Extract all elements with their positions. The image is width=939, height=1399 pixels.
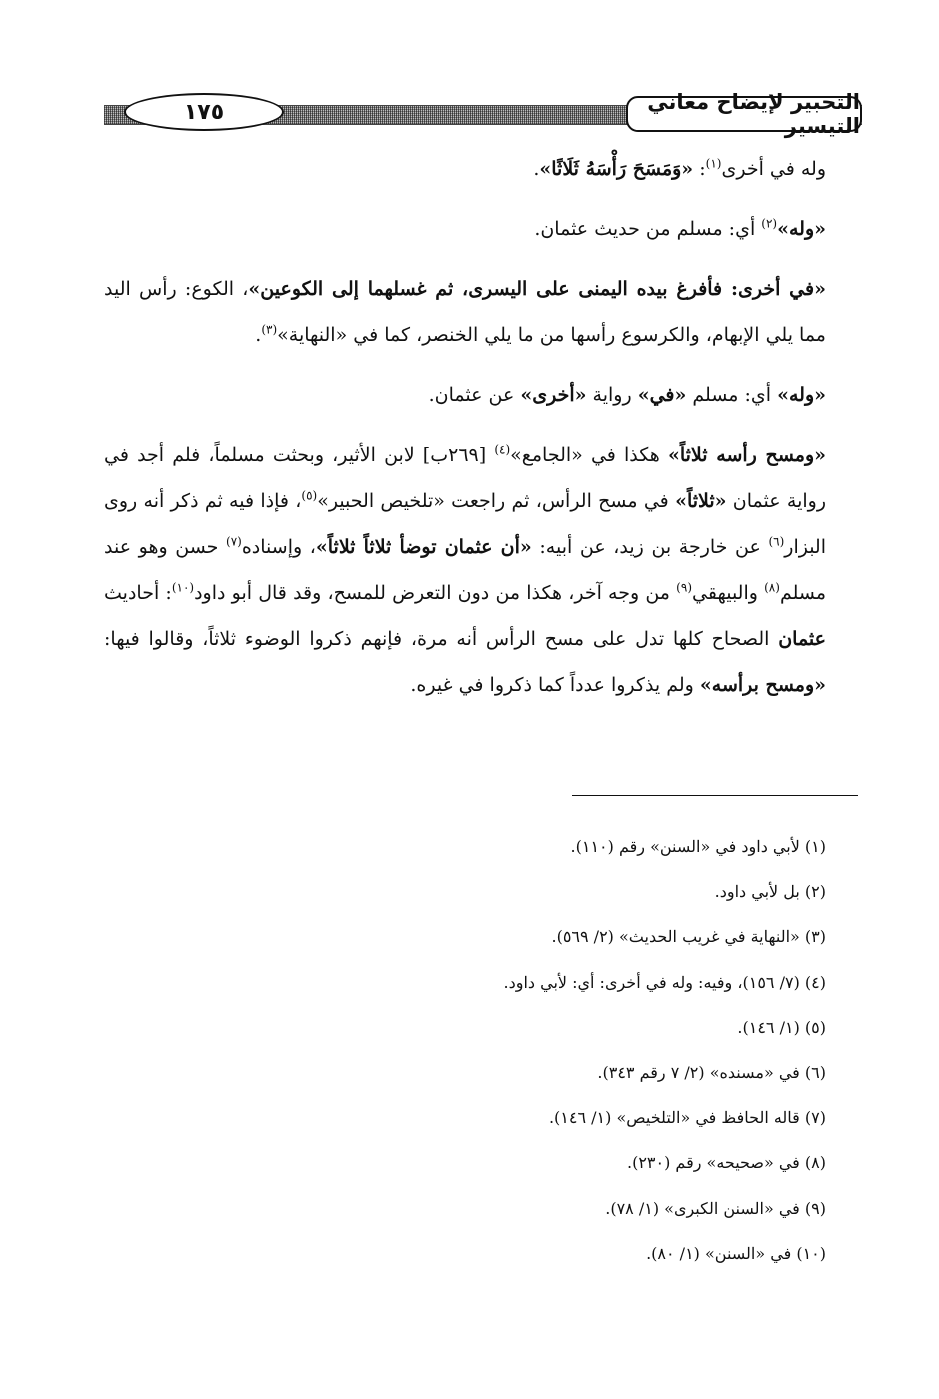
footnote-ref: (٧) <box>226 534 242 549</box>
paragraph-3 <box>104 266 862 358</box>
text-run: عن عثمان. <box>428 384 521 406</box>
quoted-hadith: «أن عثمان توضأ ثلاثاً ثلاثاً» <box>315 536 532 558</box>
text-run: هكذا في «الجامع» <box>510 444 668 466</box>
footnote-5: (٥) (١/ ١٤٦). <box>737 1017 826 1037</box>
quoted-hadith: «في أخرى: فأفرغ بيده اليمنى على اليسرى، ثم غسلهما إلى الكوعين» <box>248 278 826 300</box>
footnote-ref: (٨) <box>764 580 780 595</box>
footnote-ref: (٢) <box>761 216 778 231</box>
quoted-term: «في» <box>637 384 687 406</box>
text-run: أي: مسلم من حديث عثمان. <box>534 218 762 240</box>
book-title: التحبير لإيضاح معاني التيسير <box>647 90 860 138</box>
footnote-3: (٣) «النهاية في غريب الحديث» (٢/ ٥٦٩). <box>551 927 826 947</box>
footnote-2: (٢) بل لأبي داود. <box>714 882 826 902</box>
page-number: ١٧٥ <box>183 99 225 125</box>
footnote-ref: (٣) <box>261 322 278 337</box>
paragraph-2 <box>104 206 862 252</box>
footnote-ref: (٥) <box>301 488 318 503</box>
quoted-hadith: «ومسح رأسه ثلاثاً» <box>667 444 826 466</box>
text-run: وله في أخرى <box>721 158 826 180</box>
paragraph-4 <box>104 372 862 418</box>
running-header <box>104 90 862 138</box>
footnote-ref: (٤) <box>494 442 511 457</box>
quoted-term: «وله» <box>777 384 826 406</box>
text-run: ولم يذكروا عدداً كما ذكروا في غيره. <box>410 674 700 696</box>
footnote-ref: (٦) <box>768 534 785 549</box>
footnote-9: (٩) في «السنن الكبرى» (١/ ٧٨). <box>605 1198 826 1218</box>
footnote-ref: (٩) <box>676 580 692 595</box>
footnote-8: (٨) في «صحيحه» رقم (٢٣٠). <box>626 1153 826 1173</box>
text-run: ، فإذا فيه ثم ذكر أنه روى البزار <box>104 490 827 558</box>
text-run: عن خارجة بن زيد، عن أبيه: <box>531 536 769 558</box>
text-run: ، وإسناده <box>241 536 316 558</box>
text-run: الصحاح كلها تدل على مسح الرأس أنه مرة، فإنهم ذكروا الوضوء ثلاثاً، وقالوا فيها: <box>104 628 779 650</box>
text-run: : أحاديث <box>104 582 172 604</box>
page-number-badge <box>124 93 284 131</box>
footnote-10: (١٠) في «السنن» (١/ ٨٠). <box>646 1243 826 1263</box>
quoted-hadith: «ومسح برأسه» <box>699 674 826 696</box>
quoted-term: «أخرى» <box>520 384 587 406</box>
text-run: . <box>255 324 262 346</box>
quoted-term: «وله» <box>777 218 826 240</box>
text-run: حسن وهو عند مسلم <box>104 536 826 604</box>
text-run: أي: مسلم <box>686 384 778 406</box>
text-run: رواية <box>586 384 638 406</box>
footnote-1: (١) لأبي داود في «السنن» رقم (١١٠). <box>570 837 826 856</box>
main-text <box>104 146 862 708</box>
footnotes <box>104 824 856 1276</box>
paragraph-1 <box>104 146 862 192</box>
text-run: من وجه آخر، هكذا من دون التعرض للمسح، وقد قال أبو داود <box>194 582 677 604</box>
footnote-ref: (١) <box>705 156 722 171</box>
paragraph-5 <box>104 432 862 708</box>
quoted-term: عثمان <box>778 628 826 650</box>
quoted-term: «ثلاثاً» <box>675 490 727 512</box>
footnote-4: (٤) (٧/ ١٥٦)، وفيه: وله في أخرى: أي: لأبي داود. <box>503 972 826 992</box>
text-run: . <box>533 158 540 180</box>
text-run: والبيهقي <box>692 582 765 604</box>
book-title-badge <box>626 90 862 138</box>
footnote-ref: (١٠) <box>171 580 195 595</box>
text-run: ، الكوع: رأس اليد مما يلي الإبهام، والكرسوع رأسها من ما يلي الخنصر، كما في «النهاية» <box>104 278 826 346</box>
text-run: في مسح الرأس، ثم راجعت «تلخيص الحبير» <box>317 490 676 512</box>
footnote-7: (٧) قاله الحافظ في «التلخيص» (١/ ١٤٦). <box>548 1108 826 1128</box>
text-run: [٢٦٩ب] لابن الأثير، وبحثت مسلماً، فلم أجد في رواية عثمان <box>104 444 826 512</box>
quoted-hadith: «وَمَسَحَ رَأْسَهُ ثَلَاثًا» <box>539 158 694 180</box>
text-run: : <box>693 158 706 180</box>
footnote-separator <box>572 795 858 796</box>
footnote-6: (٦) في «مسنده» (٢/ ٧ رقم ٣٤٣). <box>597 1063 826 1083</box>
